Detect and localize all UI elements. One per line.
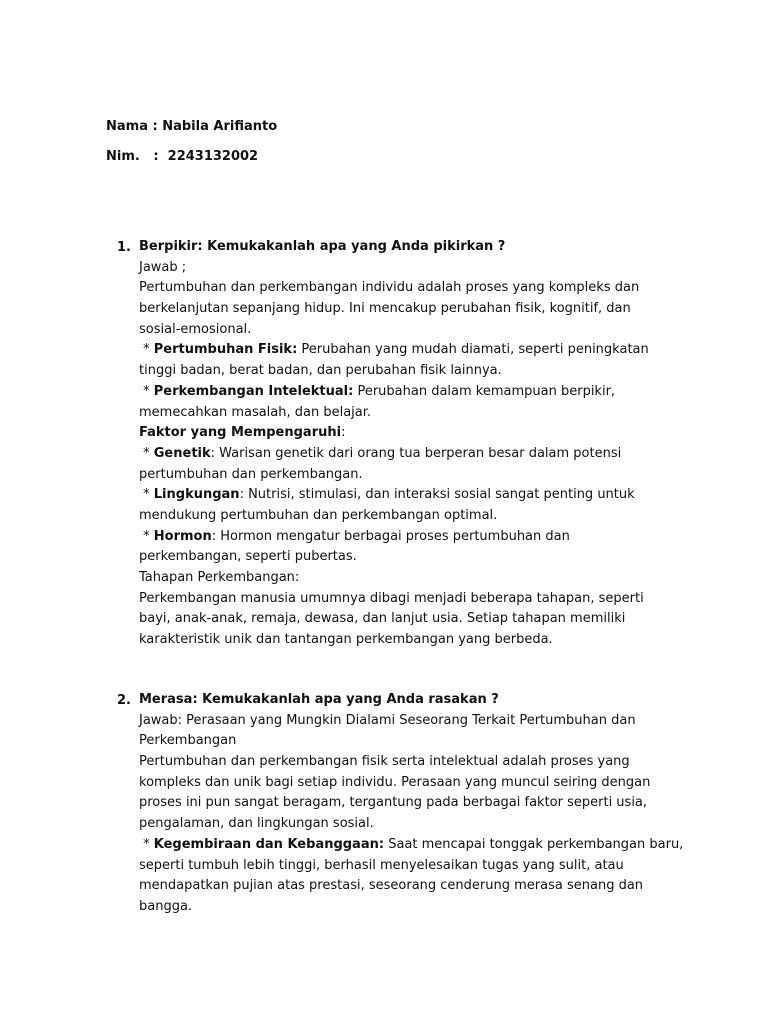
answer-line: berkelanjutan sepanjang hidup. Ini mencakup perubahan fisik, kognitif, dan	[139, 301, 631, 317]
bullet-marker: *	[139, 342, 154, 358]
question-2-title: Merasa: Kemukakanlah apa yang Anda rasakan ?	[139, 692, 499, 707]
answer-line: mendapatkan pujian atas prestasi, seseorang cenderung merasa senang dan	[139, 878, 644, 894]
answer-line: bangga.	[139, 898, 193, 914]
bullet-term: Genetik	[153, 445, 211, 461]
answer-subheading-line	[139, 423, 699, 444]
question-2-number: 2.	[117, 693, 131, 708]
answer-line: pengalaman, dan lingkungan sosial.	[139, 816, 374, 832]
bullet-marker: *	[139, 445, 154, 461]
answer-bullet-line	[139, 527, 699, 548]
answer-bullet-line	[139, 835, 699, 856]
answer-line: Perkembangan manusia umumnya dibagi menjadi beberapa tahapan, seperti	[139, 590, 644, 606]
bullet-text: : Nutrisi, stimulasi, dan interaksi sosial sangat penting untuk	[239, 487, 635, 503]
student-nim: Nim. : 2243132002	[106, 149, 259, 164]
bullet-term: Perkembangan Intelektual:	[153, 383, 354, 399]
answer-bullet-line	[139, 485, 699, 506]
answer-line: Pertumbuhan dan perkembangan individu adalah proses yang kompleks dan	[139, 280, 640, 296]
bullet-marker: *	[139, 836, 154, 852]
bullet-term: Lingkungan	[153, 487, 240, 503]
answer-line: Pertumbuhan dan perkembangan fisik serta intelektual adalah proses yang	[139, 754, 630, 770]
subheading: Faktor yang Mempengaruhi	[139, 425, 342, 441]
subheading-colon: :	[341, 425, 346, 441]
answer-line: pertumbuhan dan perkembangan.	[139, 466, 363, 482]
answer-line: Perkembangan	[139, 733, 237, 749]
answer-line: Jawab ;	[139, 259, 187, 275]
answer-line: bayi, anak-anak, remaja, dewasa, dan lanjut usia. Setiap tahapan memiliki	[139, 611, 626, 627]
bullet-text: : Hormon mengatur berbagai proses pertumbuhan dan	[211, 528, 570, 544]
bullet-term: Hormon	[153, 528, 212, 544]
question-1-block	[139, 237, 699, 651]
answer-line: seperti tumbuh lebih tinggi, berhasil menyelesaikan tugas yang sulit, atau	[139, 857, 624, 873]
answer-line: memecahkan masalah, dan belajar.	[139, 404, 372, 420]
answer-line: tinggi badan, berat badan, dan perubahan fisik lainnya.	[139, 363, 502, 379]
answer-line: Jawab: Perasaan yang Mungkin Dialami Seseorang Terkait Pertumbuhan dan	[139, 712, 636, 728]
answer-line: kompleks dan unik bagi setiap individu. Perasaan yang muncul seiring dengan	[139, 774, 651, 790]
answer-line: mendukung pertumbuhan dan perkembangan optimal.	[139, 507, 498, 523]
bullet-marker: *	[139, 487, 154, 503]
answer-bullet-line	[139, 340, 699, 361]
answer-line: perkembangan, seperti pubertas.	[139, 549, 357, 565]
answer-line: Tahapan Perkembangan:	[139, 570, 300, 585]
question-1-title: Berpikir: Kemukakanlah apa yang Anda pikirkan ?	[139, 239, 506, 254]
bullet-text: : Warisan genetik dari orang tua berperan besar dalam potensi	[210, 445, 622, 461]
bullet-text: Saat mencapai tonggak perkembangan baru,	[384, 836, 684, 852]
bullet-marker: *	[139, 528, 154, 544]
answer-bullet-line	[139, 444, 699, 465]
answer-line: karakteristik unik dan tantangan perkembangan yang berbeda.	[139, 632, 553, 648]
question-2-block	[139, 690, 699, 918]
question-1-number: 1.	[117, 240, 131, 255]
answer-line: proses ini pun sangat beragam, tergantung pada berbagai faktor seperti usia,	[139, 795, 648, 811]
student-name: Nama : Nabila Arifianto	[106, 119, 278, 134]
bullet-marker: *	[139, 383, 154, 399]
bullet-text: Perubahan yang mudah diamati, seperti peningkatan	[297, 342, 649, 358]
answer-line: sosial-emosional.	[139, 321, 252, 337]
answer-bullet-line	[139, 382, 699, 403]
bullet-term: Pertumbuhan Fisik:	[153, 342, 298, 358]
bullet-term: Kegembiraan dan Kebanggaan:	[153, 836, 385, 852]
bullet-text: Perubahan dalam kemampuan berpikir,	[353, 383, 616, 399]
